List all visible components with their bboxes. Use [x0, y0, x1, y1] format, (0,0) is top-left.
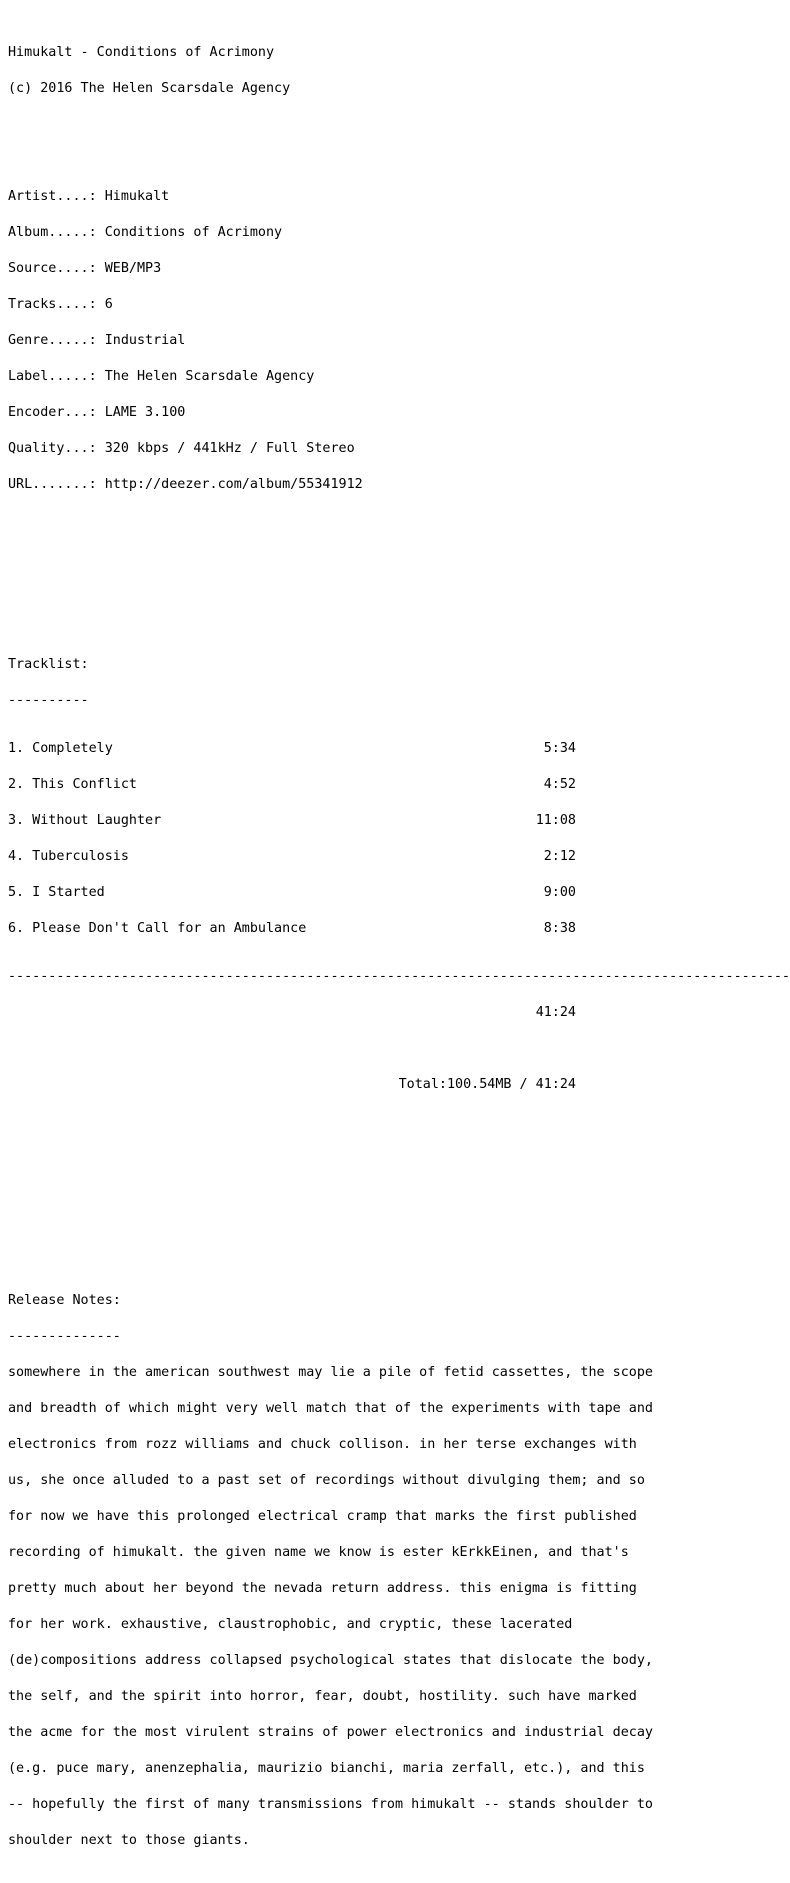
spacer: [8, 1043, 656, 1055]
info-key: Source....:: [8, 261, 97, 276]
track-duration: 9:00: [543, 885, 576, 900]
info-row-source: [8, 263, 656, 275]
track-row: [8, 779, 576, 791]
track-title: 6. Please Don't Call for an Ambulance: [8, 921, 307, 936]
info-value: LAME 3.100: [104, 405, 186, 420]
info-key: Quality...:: [8, 441, 97, 456]
spacer: [8, 587, 656, 599]
tracklist-section: [8, 635, 790, 1115]
release-notes-line: electronics from rozz williams and chuck collison. in her terse exchanges with: [8, 1437, 637, 1452]
release-notes-line: the self, and the spirit into horror, fear, doubt, hostility. such have marked: [8, 1689, 637, 1704]
total-size-line: Total:100.54MB / 41:24: [398, 1077, 576, 1092]
release-notes-heading: Release Notes:: [8, 1293, 121, 1308]
release-notes-line: for her work. exhaustive, claustrophobic, and cryptic, these lacerated: [8, 1617, 573, 1632]
info-row-encoder: [8, 407, 656, 419]
spacer: [8, 1151, 656, 1163]
info-row-url: [8, 479, 656, 491]
release-notes-heading-underline: --------------: [8, 1329, 121, 1344]
release-notes-line: (e.g. puce mary, anenzephalia, maurizio bianchi, maria zerfall, etc.), and this: [8, 1761, 645, 1776]
spacer: [8, 1187, 656, 1199]
release-notes-line: for now we have this prolonged electrical cramp that marks the first published: [8, 1509, 637, 1524]
info-key: Genre.....:: [8, 333, 97, 348]
track-duration: 4:52: [543, 777, 576, 792]
info-key: Encoder...:: [8, 405, 97, 420]
info-value: Himukalt: [104, 189, 170, 204]
track-title: 3. Without Laughter: [8, 813, 162, 828]
track-row: [8, 851, 576, 863]
tracklist-heading-underline: ----------: [8, 693, 89, 708]
info-value: The Helen Scarsdale Agency: [104, 369, 315, 384]
spacer: [8, 1223, 656, 1235]
nfo-document: [8, 23, 790, 1883]
release-notes-line: and breadth of which might very well match that of the experiments with tape and: [8, 1401, 653, 1416]
track-row: [8, 743, 576, 755]
tracklist-heading: Tracklist:: [8, 657, 89, 672]
info-value: 6: [104, 297, 113, 312]
track-row: [8, 923, 576, 935]
release-notes-line: pretty much about her beyond the nevada return address. this enigma is fitting: [8, 1581, 637, 1596]
info-key: Album.....:: [8, 225, 97, 240]
release-notes-line: (de)compositions address collapsed psychological states that dislocate the body,: [8, 1653, 653, 1668]
track-duration: 2:12: [543, 849, 576, 864]
total-time: 41:24: [535, 1005, 576, 1020]
track-title: 2. This Conflict: [8, 777, 137, 792]
spacer: [8, 119, 656, 131]
info-key: Tracks....:: [8, 297, 97, 312]
info-row-album: [8, 227, 656, 239]
info-value: Industrial: [104, 333, 186, 348]
release-notes-line: us, she once alluded to a past set of recordings without divulging them; and so: [8, 1473, 645, 1488]
track-duration: 11:08: [535, 813, 576, 828]
release-title: Himukalt - Conditions of Acrimony: [8, 45, 275, 60]
release-notes-line: -- hopefully the first of many transmissions from himukalt -- stands shoulder to: [8, 1797, 653, 1812]
release-notes-line: shoulder next to those giants.: [8, 1833, 250, 1848]
info-key: Label.....:: [8, 369, 97, 384]
info-row-artist: [8, 191, 656, 203]
tracklist-separator: -------------------------------------------------------------------------------------------------: [8, 969, 790, 984]
release-notes-line: the acme for the most virulent strains of power electronics and industrial decay: [8, 1725, 653, 1740]
release-notes-line: recording of himukalt. the given name we know is ester kErkkEinen, and that's: [8, 1545, 629, 1560]
track-title: 1. Completely: [8, 741, 113, 756]
info-key: Artist....:: [8, 189, 97, 204]
copyright-line: (c) 2016 The Helen Scarsdale Agency: [8, 81, 291, 96]
track-duration: 8:38: [543, 921, 576, 936]
info-row-label: [8, 371, 656, 383]
track-title: 4. Tuberculosis: [8, 849, 129, 864]
info-key: URL.......:: [8, 477, 97, 492]
info-value: 320 kbps / 441kHz / Full Stereo: [104, 441, 355, 456]
release-notes-line: somewhere in the american southwest may lie a pile of fetid cassettes, the scope: [8, 1365, 653, 1380]
info-block: [8, 167, 656, 515]
info-row-tracks: [8, 299, 656, 311]
info-value: http://deezer.com/album/55341912: [104, 477, 363, 492]
spacer: [8, 551, 656, 563]
info-row-quality: [8, 443, 656, 455]
info-row-genre: [8, 335, 656, 347]
track-duration: 5:34: [543, 741, 576, 756]
track-row: [8, 815, 576, 827]
info-value: Conditions of Acrimony: [104, 225, 283, 240]
track-title: 5. I Started: [8, 885, 105, 900]
track-row: [8, 887, 576, 899]
info-value: WEB/MP3: [104, 261, 162, 276]
release-notes-section: [8, 1271, 656, 1871]
